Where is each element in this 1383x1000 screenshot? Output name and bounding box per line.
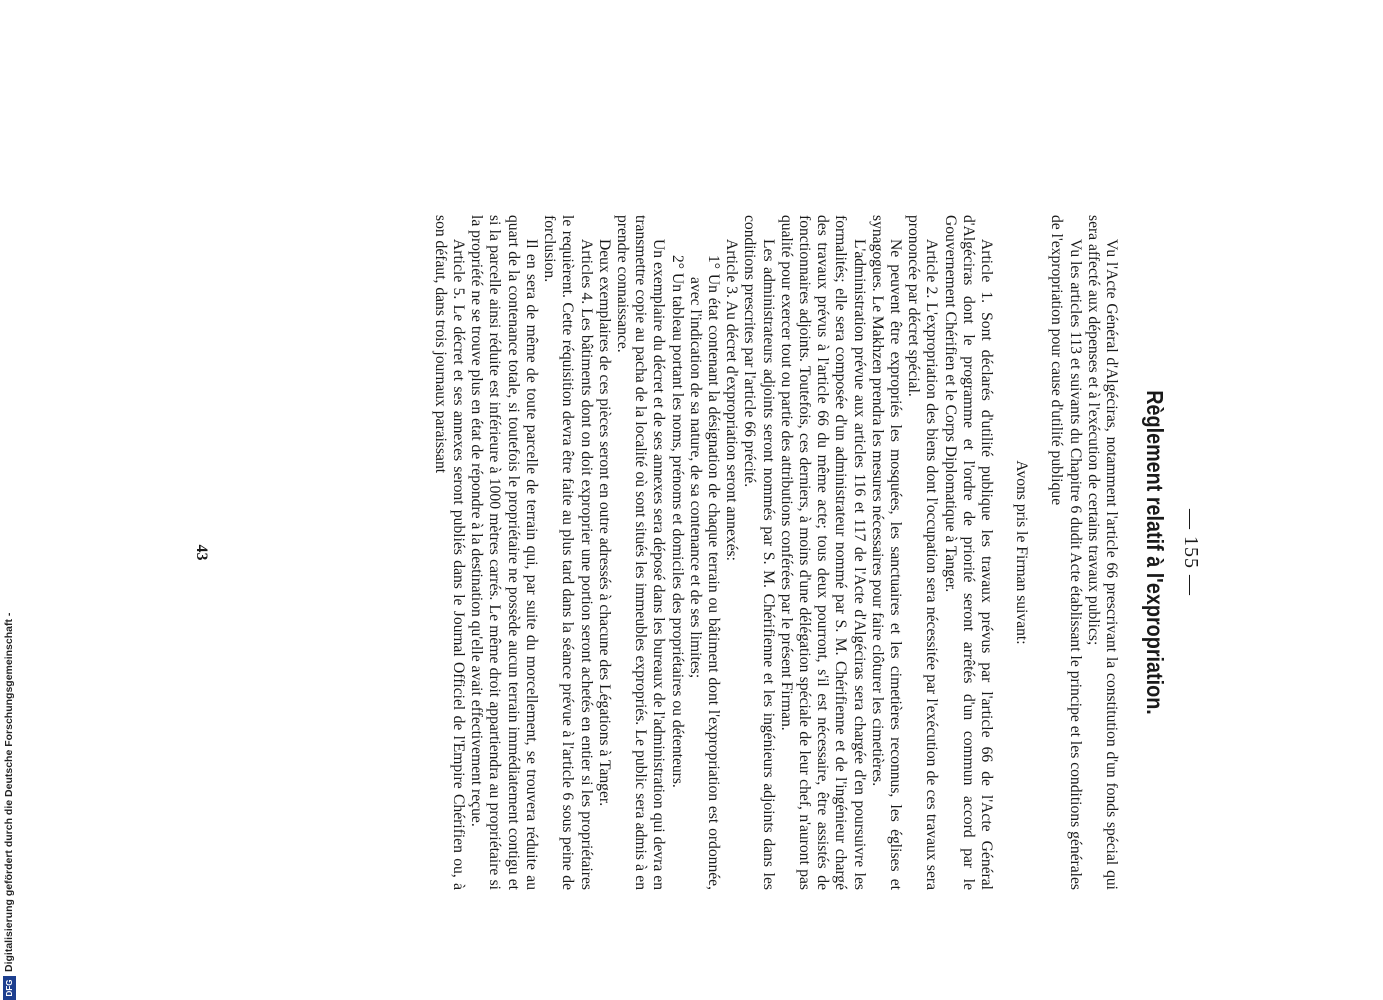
- document-body: [431, 215, 1120, 890]
- paragraph: Avons pris le Firman suivant:: [1013, 460, 1031, 645]
- rotated-document-page: [180, 215, 1210, 890]
- dfg-logo-icon: DFG: [3, 976, 16, 1000]
- paragraph: Il en sera de même de toute parcelle de terrain qui, par suite du morcellement, se trouvera réduite au quart de la contenance totale, si toutefois le propriétaire ne possède aucun terrain immédiatement contigu et si la parcelle ainsi réduite est inférieure à 1000 mètres carrés. Le même droit appartiendra au propriétaire si la propriété ne se trouve plus en état de répondre à la destination qu'elle avait effectivement reçue.: [468, 215, 540, 890]
- paragraph: Article 2. L'expropriation des biens dont l'occupation sera nécessitée par l'exécution de ces travaux sera prononcée par décret spécial.: [905, 215, 941, 890]
- paragraph: 2° Un tableau portant les noms, prénoms et domiciles des propriétaires ou détenteurs.: [668, 255, 686, 788]
- signature-number: 43: [193, 544, 210, 561]
- paragraph: L'administration prévue aux articles 116 et 117 de l'Acte d'Algéciras sera chargée d'en poursuivre les formalités; elle sera composée d'un administrateur nommé par S. M. Chérifienne et de l'ingénieur chargé des travaux prévus à l'article 66 du même acte; tous deux pourront, s'il est nécessaire, être assistés de fonctionnaires adjoints. Toutefois, ces derniers, à moins d'une délégation spéciale de leur chef, n'auront pas qualité pour exercer tout ou partie des attributions conférées par le présent Firman.: [777, 215, 868, 890]
- paragraph: Un exemplaire du décret et de ses annexes sera déposé dans les bureaux de l'administration qui devra en transmettre copie au pacha de la localité où sont situés les immeubles expropriés. Le public sera admis à en prendre connaissance.: [613, 215, 668, 890]
- paragraph: Vu les articles 113 et suivants du Chapitre 6 dudit Acte établissant le principe et les conditions générales de l'expropriation pour cause d'utilité publique: [1048, 215, 1084, 890]
- paragraph: Ne peuvent être expropriés les mosquées, les sanctuaires et les cimetières reconnus, les églises et synagogues. Le Makhzen prendra les mesures nécessaires pour faire clôturer les cimetières.: [868, 215, 904, 890]
- paragraph: Articles 4. Les bâtiments dont on doit exproprier une portion seront achetés en entier si les propriétaires le requièrent. Cette réquisition devra être faite au plus tard dans la séance prévue à l'article 6 sous peine de forclusion.: [541, 215, 595, 890]
- paragraph: Les administrateurs adjoints seront nommés par S. M. Chérifienne et les ingénieurs adjoints dans les conditions prescrites par l'article 66 précité.: [741, 215, 777, 890]
- paragraph: Deux exemplaires de ces pièces seront en outre adressés à chacune des Légations à Tanger.: [595, 239, 613, 807]
- paragraph: Article 3. Au décret d'expropriation seront annexés:: [723, 239, 741, 561]
- paragraph: Vu l'Acte Général d'Algéciras, notamment l'article 66 prescrivant la constitution d'un fonds spécial qui sera affecté aux dépenses et à l'exécution de certains travaux publics;: [1084, 215, 1120, 890]
- document-title: Règlement relatif à l'expropriation.: [1142, 390, 1168, 715]
- page-number: — 155 —: [1180, 509, 1202, 596]
- digitization-footer: [0, 0, 18, 1000]
- footer-credit-text: Digitalisierung gefördert durch die Deutsche Forschungsgemeinschaft -: [3, 612, 15, 972]
- paragraph: 1° Un état contenant la désignation de chaque terrain ou bâtiment dont l'expropriation est ordonnée, avec l'indication de sa nature, de sa contenance et de ses limites;: [686, 255, 722, 890]
- paragraph: Article 5. Le décret et ses annexes seront publiés dans le Journal Officiel de l'Empire Chérifien ou, à son défaut, dans trois journaux paraissant: [431, 215, 468, 890]
- paragraph: Article 1. Sont déclarés d'utilité publique les travaux prévus par l'article 66 de l'Acte Général d'Algéciras dont le programme et l'ordre de priorité seront arrêtés d'un commun accord par le Gouvernement Chérifien et le Corps Diplomatique à Tanger.: [941, 215, 995, 890]
